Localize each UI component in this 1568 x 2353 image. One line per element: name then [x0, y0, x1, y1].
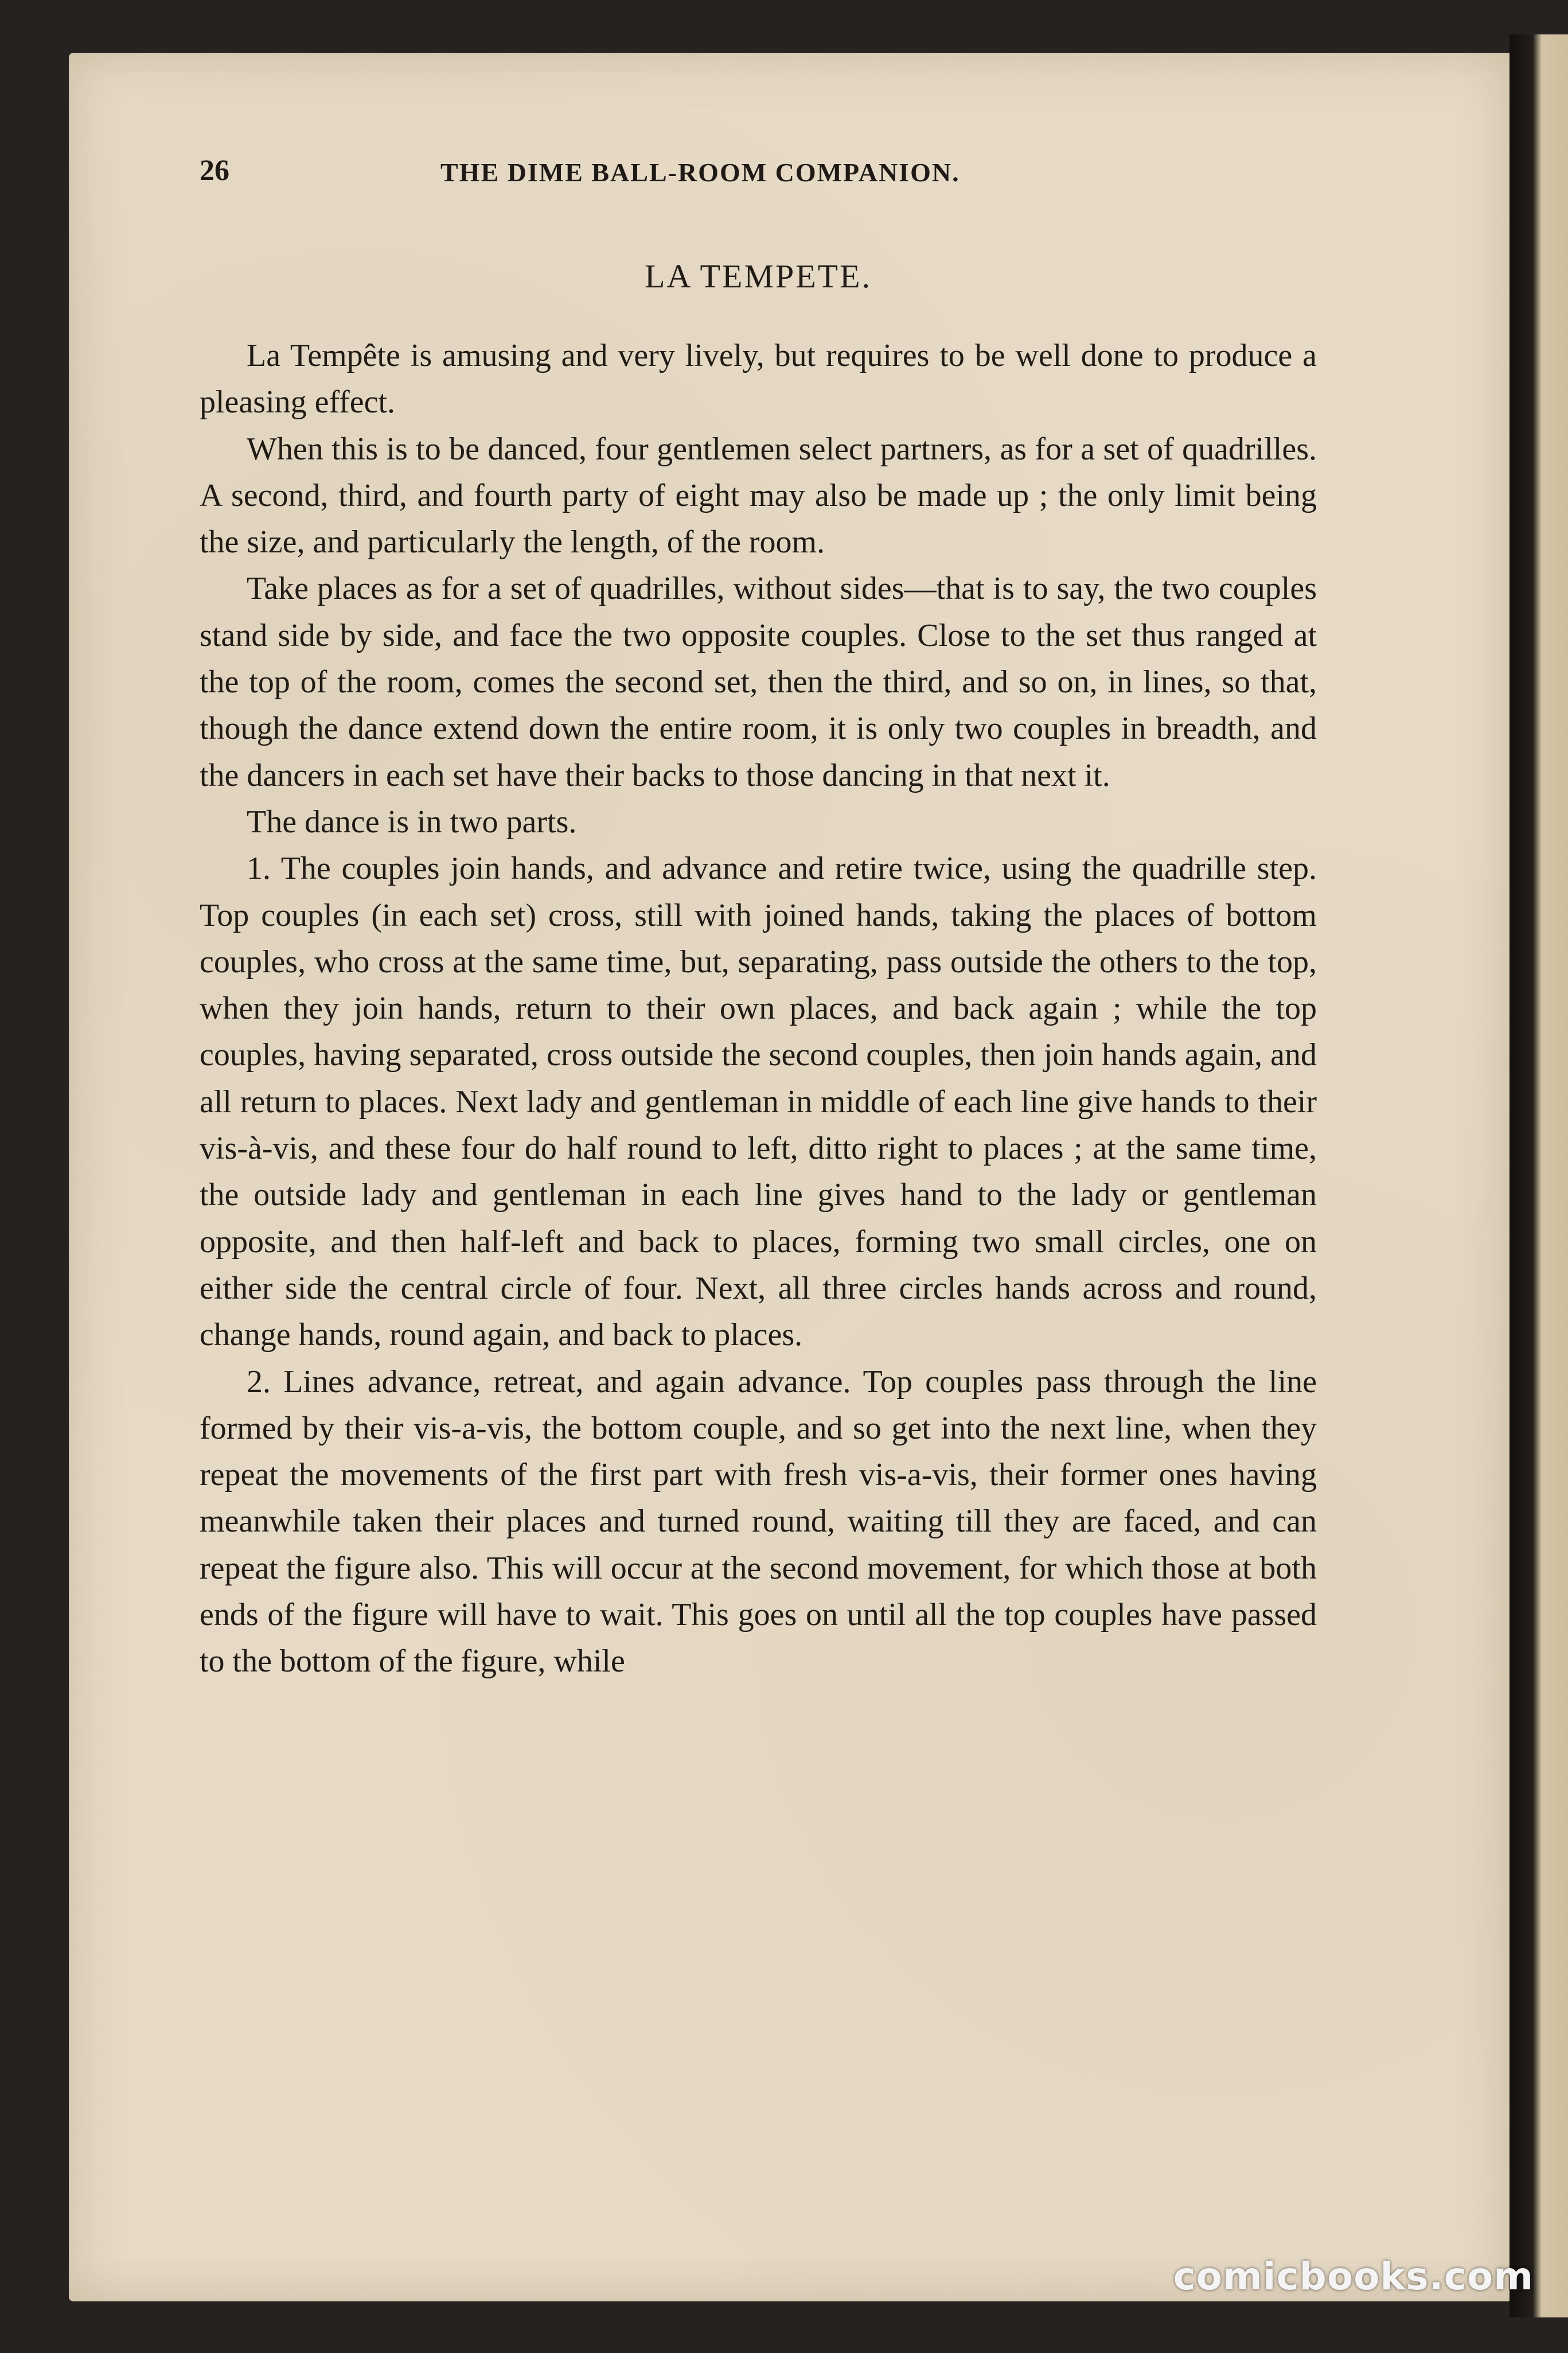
paragraph: Take places as for a set of quadrilles, without sides—that is to say, the two couples stand side by side, and face the two opposite couples. Close to the set thus ranged at the top of the room, comes the second set, then the third, and so on, in lines, so that, though the dance extend down the entire room, it is only two couples in breadth, and the dancers in each set have their backs to those dancing in that next it. [200, 571, 1317, 793]
body-text [200, 333, 1317, 1685]
paragraph: The dance is in two parts. [247, 804, 577, 840]
page-number: 26 [200, 154, 229, 187]
chapter-title: LA TEMPETE. [644, 258, 872, 295]
running-title: THE DIME BALL-ROOM COMPANION. [440, 158, 960, 187]
paragraph: La Tempête is amusing and very lively, but requires to be well done to produce a pleasing effect. [200, 338, 1317, 420]
paragraph: 2. Lines advance, retreat, and again advance. Top couples pass through the line formed by their vis-a-vis, the bottom couple, and so get into the next line, when they repeat the movements of the first part with fresh vis-a-vis, their former ones having meanwhile taken their places and turned round, waiting till they are faced, and can repeat the figure also. This will occur at the second movement, for which those at both ends of the figure will have to wait. This goes on until all the top couples have passed to the bottom of the figure, while [200, 1364, 1317, 1680]
paragraph: When this is to be danced, four gentlemen select partners, as for a set of quadrilles. A second, third, and fourth party of eight may also be made up ; the only limit being the size, and particularly the length, of the room. [200, 431, 1317, 560]
book-spine-edge [1510, 34, 1568, 2317]
site-watermark: comicbooks.com [1173, 2254, 1534, 2299]
page-header [200, 154, 1317, 194]
paragraph: 1. The couples join hands, and advance and retire twice, using the quadrille step. Top couples (in each set) cross, still with joined hands, taking the places of bottom couples, who cross at the same time, but, separating, pass outside the others to the top, when they join hands, return to their own places, and back again ; while the top couples, having separated, cross outside the second couples, then join hands again, and all return to places. Next lady and gentleman in middle of each line give hands to their vis-à-vis, and these four do half round to left, ditto right to places ; at the same time, the outside lady and gentleman in each line gives hand to the lady or gentleman opposite, and then half-left and back to places, forming two small circles, one on either side the central circle of four. Next, all three circles hands across and round, change hands, round again, and back to places. [200, 851, 1317, 1353]
